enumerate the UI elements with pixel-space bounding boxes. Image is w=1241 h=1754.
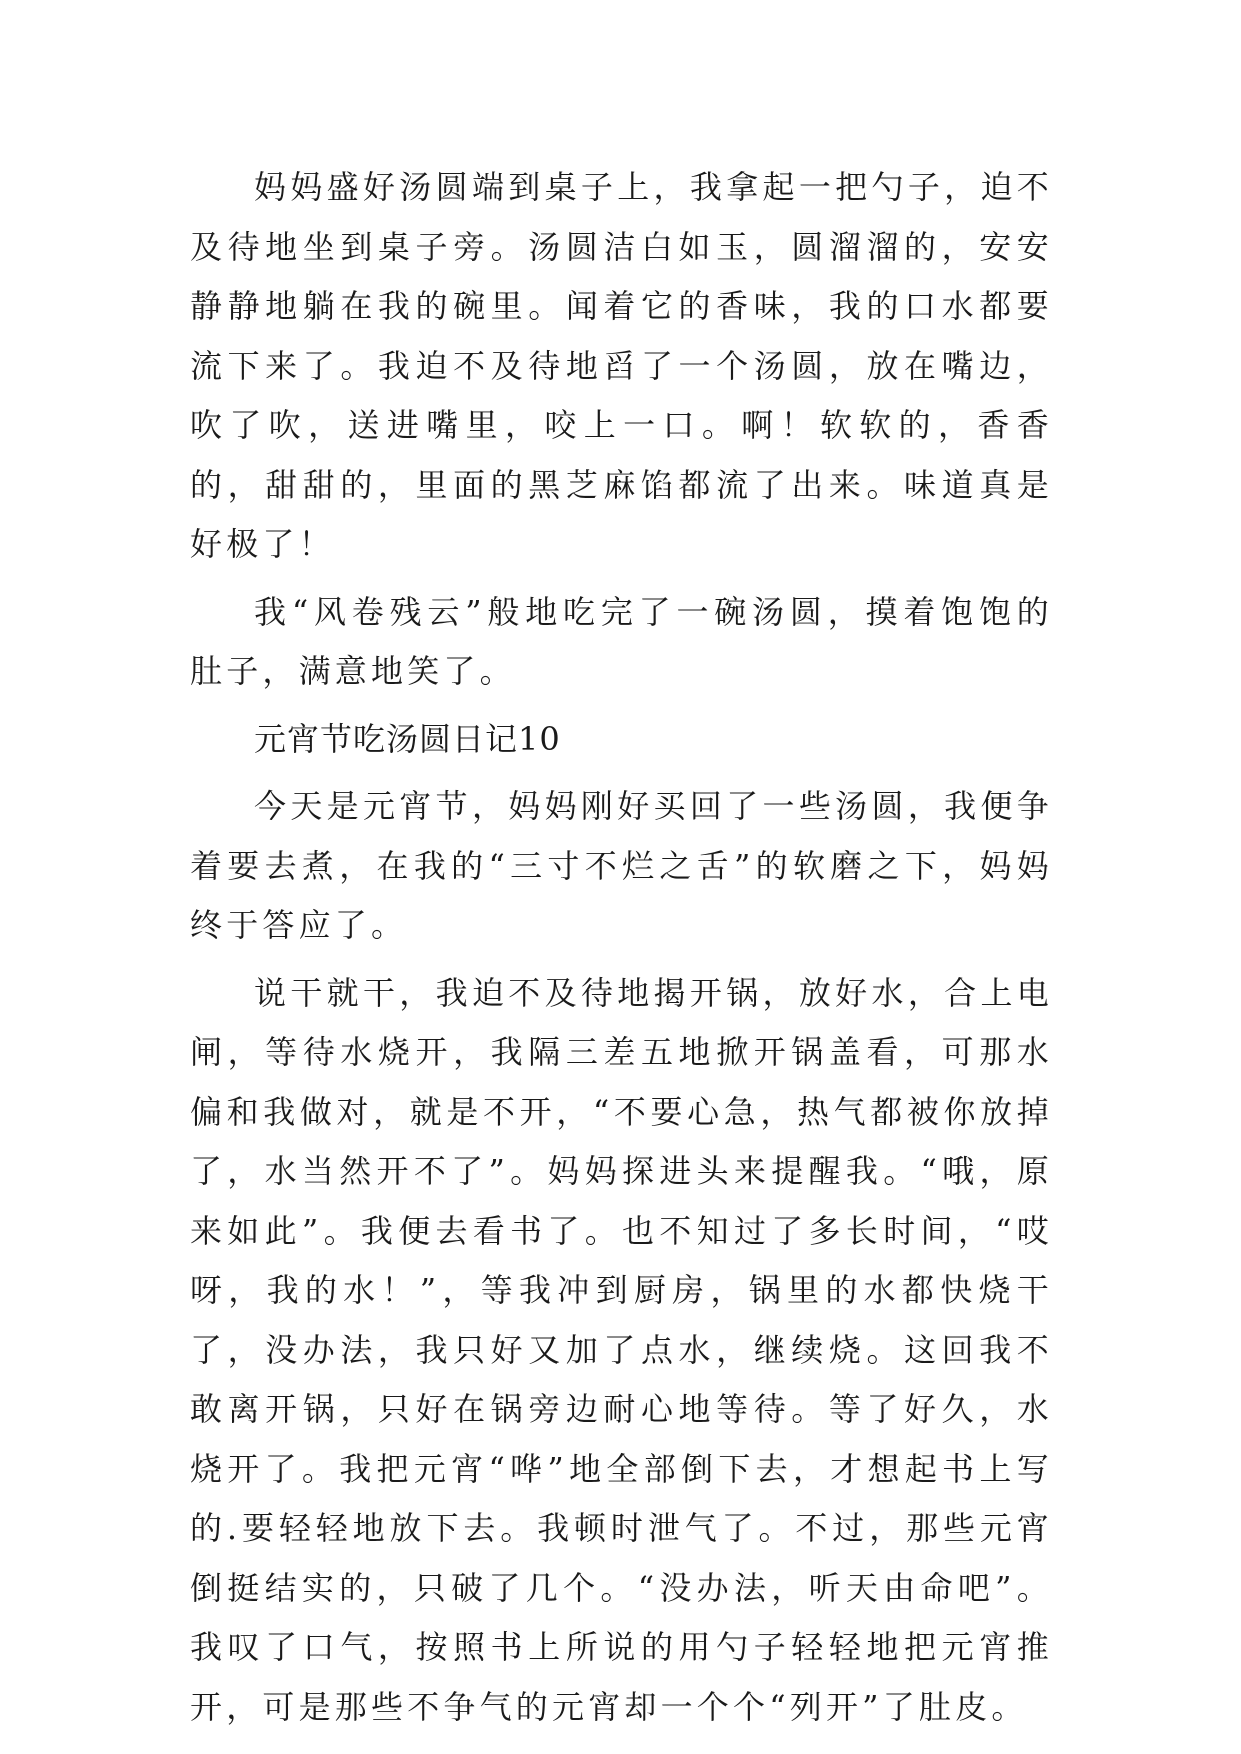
paragraph-gap bbox=[190, 575, 1053, 583]
paragraph-gap bbox=[190, 956, 1053, 964]
paragraph-2: 我“风卷残云”般地吃完了一碗汤圆，摸着饱饱的肚子，满意地笑了。 bbox=[190, 592, 1053, 690]
paragraph-gap bbox=[190, 769, 1053, 777]
section-heading: 元宵节吃汤圆日记10 bbox=[254, 719, 561, 758]
paragraph-4: 说干就干，我迫不及待地揭开锅，放好水，合上电闸，等待水烧开，我隔三差五地掀开锅盖看，可那水偏和我做对，就是不开，“不要心急，热气都被你放掉了，水当然开不了”。妈妈探进头来提醒我。“哦，原来如此”。我便去看书了。也不知过了多长时间，“哎呀，我的水！”，等我冲到厨房，锅里的水都快烧干了，没办法，我只好又加了点水，继续烧。这回我不敢离开锅，只好在锅旁边耐心地等待。等了好久，水烧开了。我把元宵“哗”地全部倒下去，才想起书上写的.要轻轻地放下去。我顿时泄气了。不过，那些元宵倒挺结实的，只破了几个。“没办法，听天由命吧”。我叹了口气，按照书上所说的用勺子轻轻地把元宵推开，可是那些不争气的元宵却一个个“列开”了肚皮。 bbox=[190, 973, 1053, 1726]
document-body bbox=[190, 158, 1053, 1737]
paragraph-1: 妈妈盛好汤圆端到桌子上，我拿起一把勺子，迫不及待地坐到桌子旁。汤圆洁白如玉，圆溜溜的，安安静静地躺在我的碗里。闻着它的香味，我的口水都要流下来了。我迫不及待地舀了一个汤圆，放在嘴边，吹了吹，送进嘴里，咬上一口。啊！软软的，香香的，甜甜的，里面的黑芝麻馅都流了出来。味道真是好极了！ bbox=[190, 168, 1053, 563]
paragraph-gap bbox=[190, 702, 1053, 710]
paragraph-3: 今天是元宵节，妈妈刚好买回了一些汤圆，我便争着要去煮，在我的“三寸不烂之舌”的软磨之下，妈妈终于答应了。 bbox=[190, 787, 1053, 944]
